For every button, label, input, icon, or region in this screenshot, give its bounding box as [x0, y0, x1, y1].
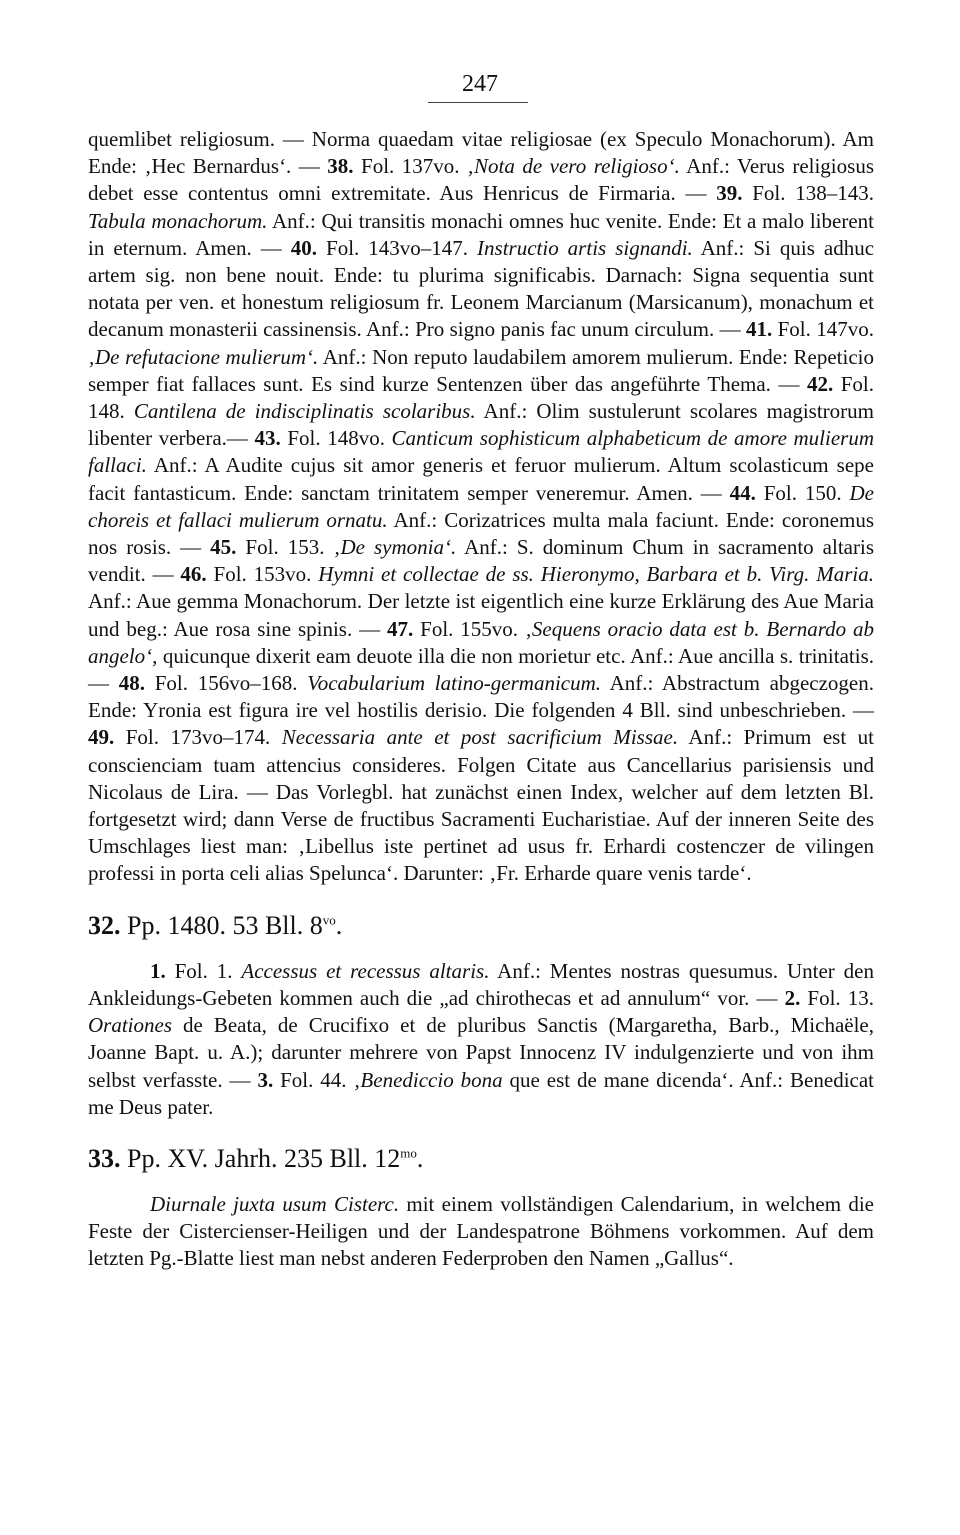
italic-title: ‚De symonia‘. — [333, 535, 457, 560]
text-run: que est de mane dicenda‘. Anf.: Benedicat me Deus pater. — [88, 1067, 875, 1119]
entry-heading-tail: . — [416, 1143, 424, 1173]
text-run: Fol. 1. — [165, 958, 242, 983]
item-number: 38. — [327, 154, 354, 179]
item-number: 46. — [180, 562, 207, 587]
italic-title: Hymni et collectae de ss. Hieronymo, Barbara et b. Virg. Maria. — [318, 562, 874, 587]
entry-number: 33. — [88, 1143, 121, 1173]
italic-title: Orationes — [88, 1013, 172, 1038]
text-run: Fol. 148. — [88, 371, 875, 424]
text-run: Fol. 156vo–168. — [145, 671, 308, 696]
italic-title: Cantilena de indisciplinatis scolaribus. — [133, 399, 476, 424]
text-run: mit einem vollständigen Calendarium, in welchem die Feste der Cistercienser-Heiligen und der Landespatrone Böhmens vorkommen. Auf dem letzten Pg.-Blatte liest man nebst anderen Federproben den Namen „Gallus“. — [88, 1191, 874, 1271]
item-number: 41. — [746, 317, 773, 342]
text-run: quemlibet religiosum. — Norma quaedam vitae religiosae (ex Speculo Monachorum). Am Ende: ‚Hec Bernardus‘. — — [88, 127, 874, 179]
item-number: 3. — [257, 1067, 274, 1092]
text-run: Anf.: Primum est ut conscienciam tuam attencius consideres. Folgen Citate aus Cancellarius parisiensis und Nicolaus de Lira. — Das Vorlegbl. hat zunächst einen Index, welcher auf dem letzten Bl. fortgesetzt wird; dann Verse de fructibus Sacramenti Eucharistiae. Auf der inneren Seite des Umschlages liest man: ‚Libellus iste pertinet ad usus fr. Erhardi costenczer de vilingen professi in porta celi alias Spelunca‘. Darunter: ‚Fr. Erharde quare venis tarde‘. — [88, 725, 874, 886]
entry-paragraph — [88, 958, 874, 1121]
item-number: 47. — [387, 616, 414, 641]
item-number: 49. — [88, 725, 115, 750]
text-run: Anf.: Qui transitis monachi omnes huc venite. Ende: Et a malo liberent in eternum. Amen. — — [88, 208, 874, 260]
text-run: Anf.: Corizatrices multa mala faciunt. Ende: coronemus nos rosis. — — [88, 507, 874, 560]
text-run: Anf.: Non reputo laudabilem amorem mulierum. Ende: Repeticio semper fiat fallaces sunt. Es sind kurze Sentenzen über das angeführte Thema. — — [88, 344, 874, 396]
italic-title: Necessaria ante et post sacrificium Missae. — [281, 725, 679, 750]
entry-paragraph — [88, 1191, 874, 1273]
text-run: Anf.: Olim sustulerunt scolares magistrorum libenter verbera.— — [88, 399, 874, 451]
text-run: Anf.: Si quis adhuc artem sig. non bene nouit. Ende: tu plurima significabis. Darnach: Signa sequentia sunt notata per ven. et honestum religiosum fr. Leonem Marcianum (Marsicanum), monachum et decanum monasterii cassinensis. Anf.: Pro signo panis fac unum circulum. — — [88, 235, 875, 342]
item-number: 42. — [806, 371, 834, 396]
entry-heading-format: mo — [400, 1145, 417, 1161]
italic-title: Tabula monachorum. — [88, 208, 268, 233]
italic-title: ‚De refutacione mulierum‘. — [88, 344, 319, 369]
text-run: Fol. 150. — [755, 480, 850, 505]
text-run: quicunque dixerit eam deuote illa die non morietur etc. Anf.: Aue ancilla s. trinitatis. — — [88, 643, 874, 696]
italic-title: Instructio artis signandi. — [477, 235, 693, 260]
italic-title: De choreis et fallaci mulierum ornatu. — [88, 480, 874, 532]
italic-title: Diurnale juxta usum Cisterc. — [150, 1191, 400, 1216]
item-number: 45. — [210, 535, 237, 560]
text-run: Anf.: A Audite cujus sit amor generis et feruor mulierum. Altum scolasticum sepe facit fantasticum. Ende: sanctam trinitatem semper veneremur. Amen. — — [88, 453, 874, 505]
text-run: Fol. 44. — [273, 1067, 354, 1092]
item-number: 2. — [784, 985, 801, 1010]
text-run: Fol. 137vo. — [353, 154, 468, 179]
italic-title: Accessus et recessus altaris. — [241, 958, 490, 983]
entry-heading — [88, 1143, 874, 1175]
entry-number: 32. — [88, 910, 121, 940]
text-run: Anf.: Abstractum abgeczogen. Ende: Yronia est figura ire vel hostilis derisio. Die folgenden 4 Bll. sind unbeschrieben. — — [88, 671, 875, 723]
text-run: Fol. 13. — [800, 985, 875, 1010]
entry-heading-text: Pp. XV. Jahrh. 235 Bll. 12 — [120, 1143, 401, 1173]
text-run: Anf.: Aue gemma Monachorum. Der letzte ist eigentlich eine kurze Erklärung des Aue Maria und beg.: Aue rosa sine spinis. — — [88, 589, 874, 641]
item-number: 1. — [150, 958, 166, 983]
item-number: 44. — [729, 480, 756, 505]
text-run: Anf.: Verus religiosus debet esse contentus omni extremitate. Aus Henricus de Firmaria. — — [88, 154, 874, 206]
text-run: Fol. 148vo. — [280, 426, 392, 451]
entry-heading-format: vo — [322, 912, 336, 928]
italic-title: Vocabularium latino-germanicum. — [307, 671, 602, 696]
entry-heading-tail: . — [335, 910, 343, 940]
entry-heading-text: Pp. 1480. 53 Bll. 8 — [120, 910, 323, 940]
body-text — [88, 126, 874, 1273]
text-run: Fol. 153vo. — [206, 562, 319, 587]
item-number: 43. — [254, 426, 281, 451]
item-number: 48. — [118, 671, 145, 696]
item-number: 40. — [290, 235, 318, 260]
page-number-rule — [428, 102, 528, 103]
text-run: Fol. 143vo–147. — [317, 235, 478, 260]
italic-title: ‚Nota de vero religioso‘. — [467, 154, 680, 179]
italic-title: Canticum sophisticum alphabeticum de amore mulierum fallaci. — [88, 426, 874, 478]
entry-paragraph — [88, 126, 874, 888]
text-run: Anf.: Mentes nostras quesumus. Unter den Ankleidungs-Gebeten kommen auch die „ad chirothecas et ad annulum“ vor. — — [88, 958, 874, 1010]
italic-title: ‚Sequens oracio data est b. Bernardo ab angelo‘, — [88, 616, 875, 668]
item-number: 39. — [716, 181, 743, 206]
text-run: Fol. 153. — [236, 535, 334, 560]
text-run: Fol. 155vo. — [413, 616, 525, 641]
text-run: Fol. 138–143. — [742, 181, 875, 206]
entry-heading — [88, 910, 874, 942]
page-number: 247 — [462, 71, 498, 97]
text-run: Fol. 173vo–174. — [114, 725, 282, 750]
text-run: Fol. 147vo. — [772, 317, 874, 342]
text-run: de Beata, de Crucifixo et de pluribus Sanctis (Margaretha, Barb., Michaële, Joanne Bapt. u. A.); darunter mehrere von Papst Innocenz IV indulgenzierte und von ihm selbst verfasste. — — [88, 1013, 874, 1092]
text-run: Anf.: S. dominum Chum in sacramento altaris vendit. — — [88, 535, 874, 587]
italic-title: ‚Benediccio bona — [353, 1067, 503, 1092]
